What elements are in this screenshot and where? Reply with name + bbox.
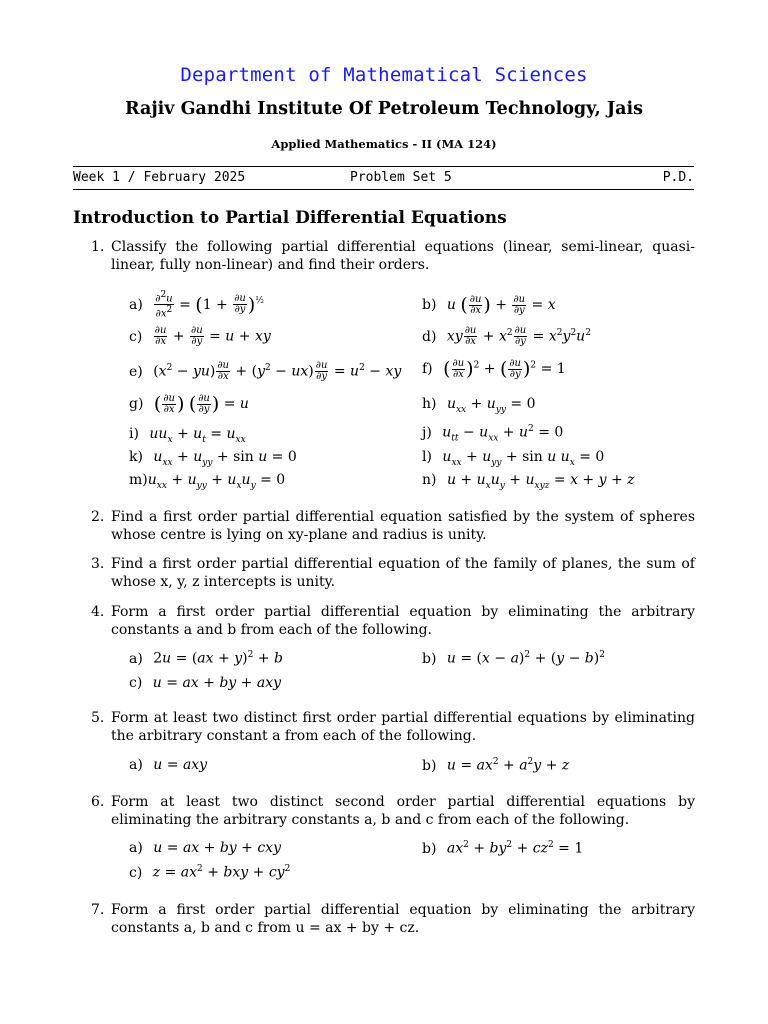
problem-number: 1. bbox=[91, 239, 105, 255]
problem-text: Classify the following partial differential equations (linear, semi-linear, quasi-linear, fully non-linear) and find their orders. bbox=[111, 239, 695, 273]
equation-1m: $m)u_{xx} + u_{yy} + u_xu_y = 0$ bbox=[129, 472, 286, 491]
equation-1l: l) $u_{xx} + u_{yy} + \sin u$ $u_x = 0$ bbox=[422, 449, 605, 468]
header-bar bbox=[73, 170, 694, 188]
equation-4a: a) 2u = (ax + y)$^2$ + b bbox=[129, 650, 283, 667]
problem-set-label: Problem Set 5 bbox=[350, 170, 452, 185]
header-rule-top bbox=[73, 166, 694, 167]
department-title: Department of Mathematical Sciences bbox=[180, 64, 588, 86]
equation-5b: b) $u = ax^2 + a^2y + z$ bbox=[422, 757, 570, 774]
header-rule-bottom bbox=[73, 189, 694, 190]
problem-text: Form a first order partial differential equation by eliminating the arbitrary constants a and b from each of the following. bbox=[111, 604, 695, 638]
problem-number: 2. bbox=[91, 509, 105, 525]
equation-4c: c) u = ax + by + axy bbox=[129, 675, 281, 691]
equation-1n: n) $u + u_xu_y + u_{xyz} = x + y + z$ bbox=[422, 472, 635, 491]
initials-label: P.D. bbox=[662, 170, 694, 185]
equation-6c: c) $z = ax^2$ + bxy + $cy^2$ bbox=[129, 864, 291, 881]
problem-number: 4. bbox=[91, 604, 105, 620]
problem-text: Form at least two distinct first order partial differential equations by eliminating the arbitrary constant a from each of the following. bbox=[111, 710, 695, 744]
equation-1h: h) $u_{xx} + u_{yy} = 0$ bbox=[422, 396, 536, 415]
problem-text: Find a first order partial differential equation satisfied by the system of spheres whose centre is lying on xy-plane and radius is unity. bbox=[111, 509, 695, 543]
problem-text: Form a first order partial differential equation by eliminating the arbitrary constants a, b and c from u = ax + by + cz. bbox=[111, 902, 695, 936]
problem-number: 6. bbox=[91, 794, 105, 810]
equation-1a: a) $\frac{\partial^2u}{\partial x^2}$ = (1 + $\frac{\partial u}{\partial y}$ )$^{\frac{1}{2}}$ bbox=[129, 290, 265, 320]
equation-1e: e) $(x^2 - yu)$ $\frac{\partial u}{\partial x}$ + $(y^2 - ux)$ $\frac{\partial u}{\partial y}$ = $u^2$ − xy bbox=[129, 360, 402, 382]
problem-text: Form at least two distinct second order partial differential equations by eliminating the arbitrary constants a, b and c from each of the following. bbox=[111, 794, 695, 828]
problem-number: 3. bbox=[91, 556, 105, 572]
equation-1f: f) ( $\frac{\partial u}{\partial x}$ )$^2$ + ( $\frac{\partial u}{\partial y}$ )$^2$ = 1 bbox=[422, 357, 566, 380]
equation-1i: i) $uu_x + u_t = u_{xx}$ bbox=[129, 426, 246, 445]
equation-1b: b) u ( $\frac{\partial u}{\partial x}$ ) + $\frac{\partial u}{\partial y}$ = x bbox=[422, 293, 556, 316]
section-title: Introduction to Partial Differential Equations bbox=[73, 208, 507, 228]
problem-number: 7. bbox=[91, 902, 105, 918]
problem-text: Find a first order partial differential equation of the family of planes, the sum of whose x, y, z intercepts is unity. bbox=[111, 556, 695, 590]
equation-1c: c) $\frac{\partial u}{\partial x}$ + $\frac{\partial u}{\partial y}$ = u + xy bbox=[129, 325, 271, 347]
problem-number: 5. bbox=[91, 710, 105, 726]
week-label: Week 1 / February 2025 bbox=[73, 170, 246, 185]
equation-6b: b) $ax^2 + by^2 + cz^2 = 1$ bbox=[422, 840, 584, 857]
course-title: Applied Mathematics - II (MA 124) bbox=[271, 137, 497, 151]
equation-4b: b) $u = (x - a)^2 + (y - b)^2$ bbox=[422, 650, 605, 667]
equation-5a: a) u = axy bbox=[129, 757, 208, 773]
institute-name: Rajiv Gandhi Institute Of Petroleum Technology, Jais bbox=[125, 99, 643, 119]
equation-1j: j) $u_{tt} - u_{xx} + u^2 = 0$ bbox=[422, 424, 564, 444]
equation-1d: d) xy $\frac{\partial u}{\partial x}$ + $x^2$ $\frac{\partial u}{\partial y}$ = $x^2y^2u^2$ bbox=[422, 325, 591, 347]
equation-1k: k) $u_{xx} + u_{yy} + \sin u = 0$ bbox=[129, 449, 297, 468]
equation-6a: a) u = ax + by + cxy bbox=[129, 840, 281, 856]
equation-1g: g) ( $\frac{\partial u}{\partial x}$ ) ( $\frac{\partial u}{\partial y}$ ) = u bbox=[129, 392, 249, 415]
